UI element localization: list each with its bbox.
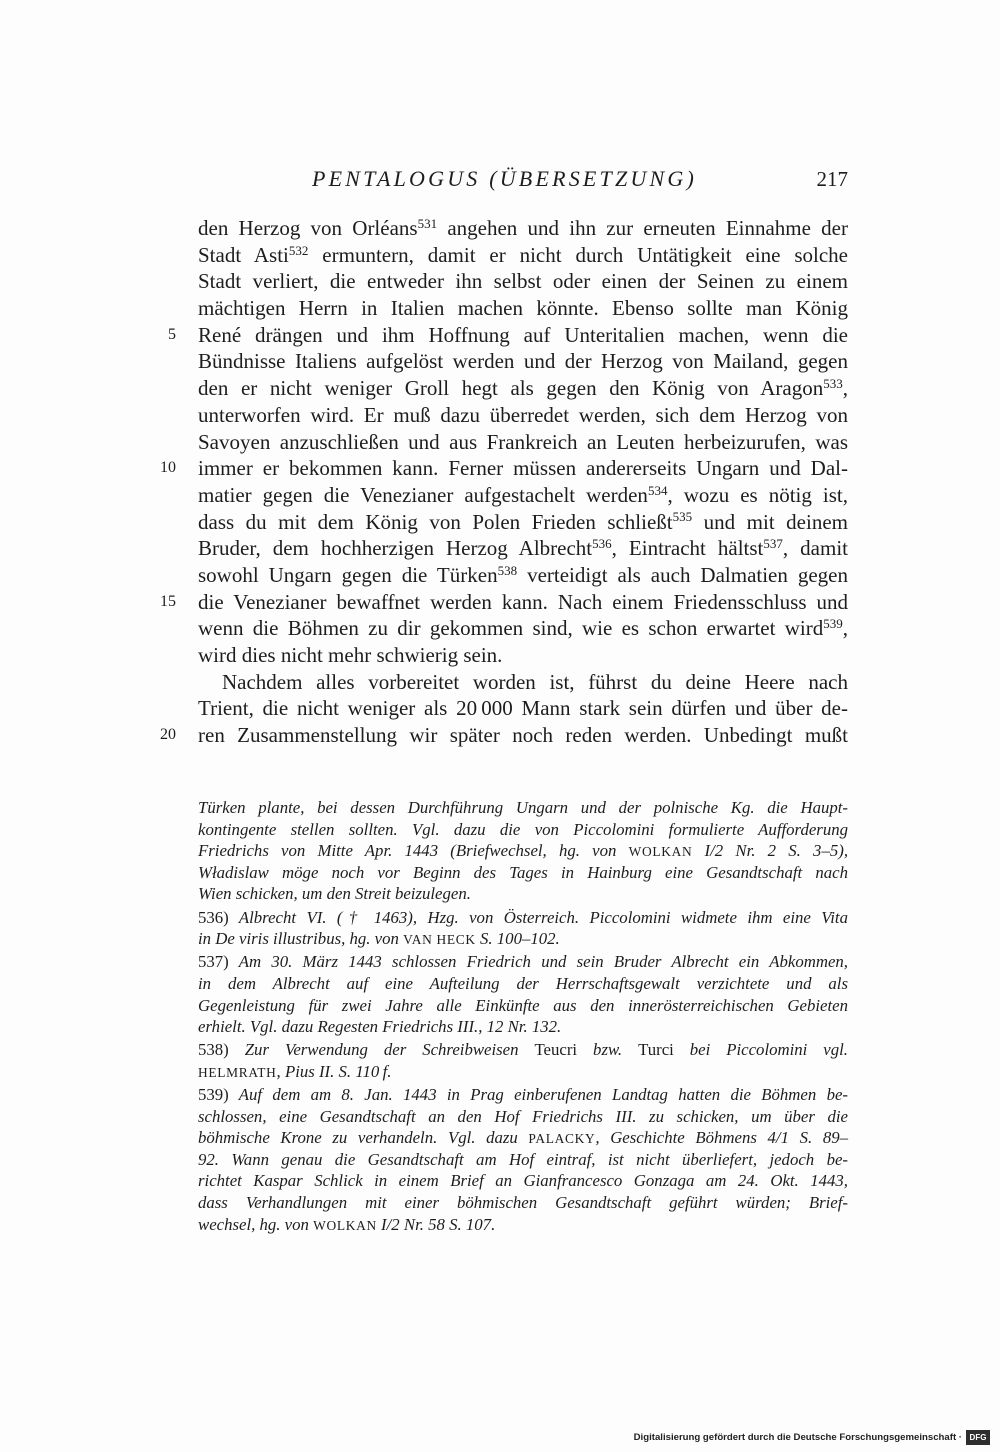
footnote-ref: 538 <box>497 562 518 578</box>
text-run: unterworfen wird. Er muß dazu überredet werden, sich dem Herzog von <box>198 402 848 427</box>
text-run: die Venezianer bewaffnet werden kann. Nach einem Friedensschluss und <box>198 589 848 614</box>
text-run: den er nicht weniger Groll hegt als gegen den König von Aragon <box>198 376 824 401</box>
text-run: wenn die Böhmen zu dir gekommen sind, wie es schon erwartet wird <box>198 616 824 641</box>
text-run: den Herzog von Orléans <box>198 216 418 240</box>
text-run: , <box>842 376 848 401</box>
line-number: 5 <box>168 325 176 343</box>
text-run: Auf dem am 8. Jan. 1443 in Prag einberufenen Landtag hatten die Böhmen be- <box>228 1085 848 1105</box>
text-run: verteidigt als auch Dalmatien gegen <box>517 562 848 587</box>
text-run: , wozu es nötig ist, <box>667 482 848 507</box>
small-caps-name: WOLKAN <box>313 1217 377 1233</box>
text-run: Am 30. März 1443 schlossen Friedrich und sein Bruder Albrecht ein Abkommen, <box>228 952 848 972</box>
footnote-ref: 536 <box>592 536 612 552</box>
text-run: mächtigen Herrn in Italien machen könnte. Ebenso sollte man König <box>198 296 848 321</box>
footnote-line <box>198 819 848 841</box>
text-line <box>198 429 848 456</box>
text-run: richtet Kaspar Schlick in einem Brief an Gianfrancesco Gonzaga am 24. Okt. 1443, <box>198 1171 848 1191</box>
text-run: böhmische Krone zu verhandeln. Vgl. dazu <box>198 1128 529 1148</box>
dfg-logo: DFG <box>966 1430 990 1445</box>
footnote-line <box>198 951 848 973</box>
footnote-number: 536) <box>198 907 229 927</box>
text-run: wird dies nicht mehr schwierig sein. <box>198 643 503 667</box>
text-run: Bündnisse Italiens aufgelöst werden und der Herzog von Mailand, gegen <box>198 349 848 374</box>
text-line <box>160 455 848 482</box>
text-run: sowohl Ungarn gegen die Türken <box>198 562 498 587</box>
roman-text: Teucri <box>534 1040 578 1060</box>
text-line <box>198 215 848 242</box>
footnote-line <box>198 973 848 995</box>
small-caps-name: VAN HECK <box>403 932 476 948</box>
running-title: PENTALOGUS (ÜBERSETZUNG) <box>312 166 698 191</box>
footnote-line <box>198 1214 848 1236</box>
text-run: Friedrichs von Mitte Apr. 1443 (Briefwechsel, hg. von <box>198 841 629 861</box>
text-run: Nachdem alles vorbereitet worden ist, führst du deine Heere nach <box>222 669 848 694</box>
text-run: und mit deinem <box>692 509 848 534</box>
text-run: , <box>842 616 848 641</box>
text-run: angehen und ihn zur erneuten Einnahme der <box>437 216 848 240</box>
text-run: René drängen und ihm Hoffnung auf Unteritalien machen, wenn die <box>198 322 848 347</box>
text-run: Trient, die nicht weniger als 20 000 Mann stark sein dürfen und über de- <box>198 696 848 721</box>
text-run: I/2 Nr. 58 S. 107. <box>376 1214 496 1234</box>
text-run: matier gegen die Venezianer aufgestachelt werden <box>198 482 648 507</box>
text-run: ermuntern, damit er nicht durch Untätigkeit eine solche <box>308 242 848 267</box>
text-run: Gegenleistung für zwei Jahre alle Einkünfte aus den innerösterreichischen Gebieten <box>198 995 848 1015</box>
footnote-line <box>198 862 848 884</box>
line-number: 15 <box>160 592 176 610</box>
page-number: 217 <box>816 167 848 191</box>
text-run: Stadt Asti <box>198 242 289 267</box>
text-line <box>198 642 848 669</box>
text-line <box>198 375 848 402</box>
footnote-line <box>198 1061 848 1083</box>
text-run: bei Piccolomini vgl. <box>673 1040 848 1060</box>
digitization-credit: Digitalisierung gefördert durch die Deutsche Forschungsgemeinschaft · <box>633 1432 962 1443</box>
text-line <box>198 482 848 509</box>
roman-text: Turci <box>638 1040 674 1060</box>
text-run: Bruder, dem hochherzigen Herzog Albrecht <box>198 536 593 561</box>
text-run: bzw. <box>577 1040 639 1060</box>
text-run: , Eintracht hältst <box>611 536 764 561</box>
footnote-line <box>198 1016 848 1038</box>
text-line <box>160 722 848 749</box>
text-run: kontingente stellen sollten. Vgl. dazu die von Piccolomini formulierte Aufforderung <box>198 819 848 839</box>
text-run: wechsel, hg. von <box>198 1214 314 1234</box>
text-run: in dem Albrecht auf eine Aufteilung der Herrschaftsgewalt verzichtete und als <box>198 973 848 993</box>
text-line <box>198 402 848 429</box>
footnote-line <box>198 1084 848 1106</box>
footnote-ref: 532 <box>288 242 309 258</box>
text-line <box>198 535 848 562</box>
footnote-ref: 537 <box>763 536 783 552</box>
text-run: S. 100–102. <box>475 929 560 949</box>
text-run: I/2 Nr. 2 S. 3–5), <box>692 841 849 861</box>
text-run: Albrecht VI. († 1463), Hzg. von Österreich. Piccolomini widmete ihm eine Vita <box>228 907 848 927</box>
text-line <box>198 562 848 589</box>
text-run: schlossen, eine Gesandtschaft an den Hof Friedrichs III. zu schicken, um über die <box>198 1106 848 1126</box>
footnote-ref: 533 <box>823 375 843 391</box>
line-number: 20 <box>160 726 176 744</box>
text-run: erhielt. Vgl. dazu Regesten Friedrichs III., 12 Nr. 132. <box>198 1017 562 1037</box>
text-run: Zur Verwendung der Schreibweisen <box>228 1040 535 1060</box>
footnote-ref: 531 <box>417 215 438 231</box>
small-caps-name: HELMRATH <box>198 1064 277 1080</box>
text-line <box>198 242 848 269</box>
text-line <box>198 268 848 295</box>
text-run: Wien schicken, um den Streit beizulegen. <box>198 884 471 904</box>
footnote-number: 537) <box>198 952 229 972</box>
text-run: Stadt verliert, die entweder ihn selbst oder einen der Seinen zu einem <box>198 269 848 294</box>
line-number: 10 <box>160 459 176 477</box>
footnote-line <box>198 1170 848 1192</box>
main-text <box>160 215 849 749</box>
footnote-line <box>198 907 848 929</box>
text-run: in De viris illustribus, hg. von <box>198 929 404 949</box>
footnote-line <box>198 1106 848 1128</box>
footnote-number: 539) <box>198 1085 229 1105</box>
text-line <box>160 589 848 616</box>
text-run: Władislaw möge noch vor Beginn des Tages in Hainburg eine Gesandtschaft nach <box>198 862 848 882</box>
text-line <box>198 615 848 642</box>
text-run: , Geschichte Böhmens 4/1 S. 89– <box>595 1128 848 1148</box>
text-run: dass Verhandlungen mit einer böhmischen Gesandtschaft geführt würden; Brief- <box>198 1193 848 1213</box>
footnote-number: 538) <box>198 1040 229 1060</box>
text-run: immer er bekommen kann. Ferner müssen andererseits Ungarn und Dal- <box>198 456 848 481</box>
text-run: Türken plante, bei dessen Durchführung Ungarn und der polnische Kg. die Haupt- <box>198 798 848 817</box>
footnote-ref: 535 <box>672 509 693 525</box>
text-run: , damit <box>782 536 849 561</box>
footnotes <box>198 797 848 1235</box>
footnote-line <box>198 1039 848 1061</box>
footnote-ref: 539 <box>823 616 843 632</box>
text-run: ren Zusammenstellung wir später noch reden werden. Unbedingt mußt <box>198 723 848 748</box>
text-run: 92. Wann genau die Gesandtschaft am Hof eintraf, ist nicht überliefert, jedoch be- <box>198 1149 848 1169</box>
small-caps-name: PALACKY <box>528 1131 596 1147</box>
footnote-line <box>198 995 848 1017</box>
text-line <box>198 669 848 696</box>
small-caps-name: WOLKAN <box>628 844 693 860</box>
footnote-line <box>198 840 848 862</box>
text-line <box>198 348 848 375</box>
footnote-line <box>198 928 848 950</box>
text-line <box>198 509 848 536</box>
text-line <box>168 322 848 349</box>
footnote-line <box>198 1192 848 1214</box>
footnote-line <box>198 797 848 819</box>
text-run: dass du mit dem König von Polen Frieden schließt <box>198 509 673 534</box>
footnote-ref: 534 <box>647 482 668 498</box>
text-line <box>198 695 848 722</box>
footnote-line <box>198 1149 848 1171</box>
text-run: Savoyen anzuschließen und aus Frankreich an Leuten herbeizurufen, was <box>198 429 848 454</box>
footnote-line <box>198 883 848 905</box>
text-line <box>198 295 848 322</box>
footnote-line <box>198 1127 848 1149</box>
text-run: , Pius II. S. 110 f. <box>276 1061 392 1081</box>
